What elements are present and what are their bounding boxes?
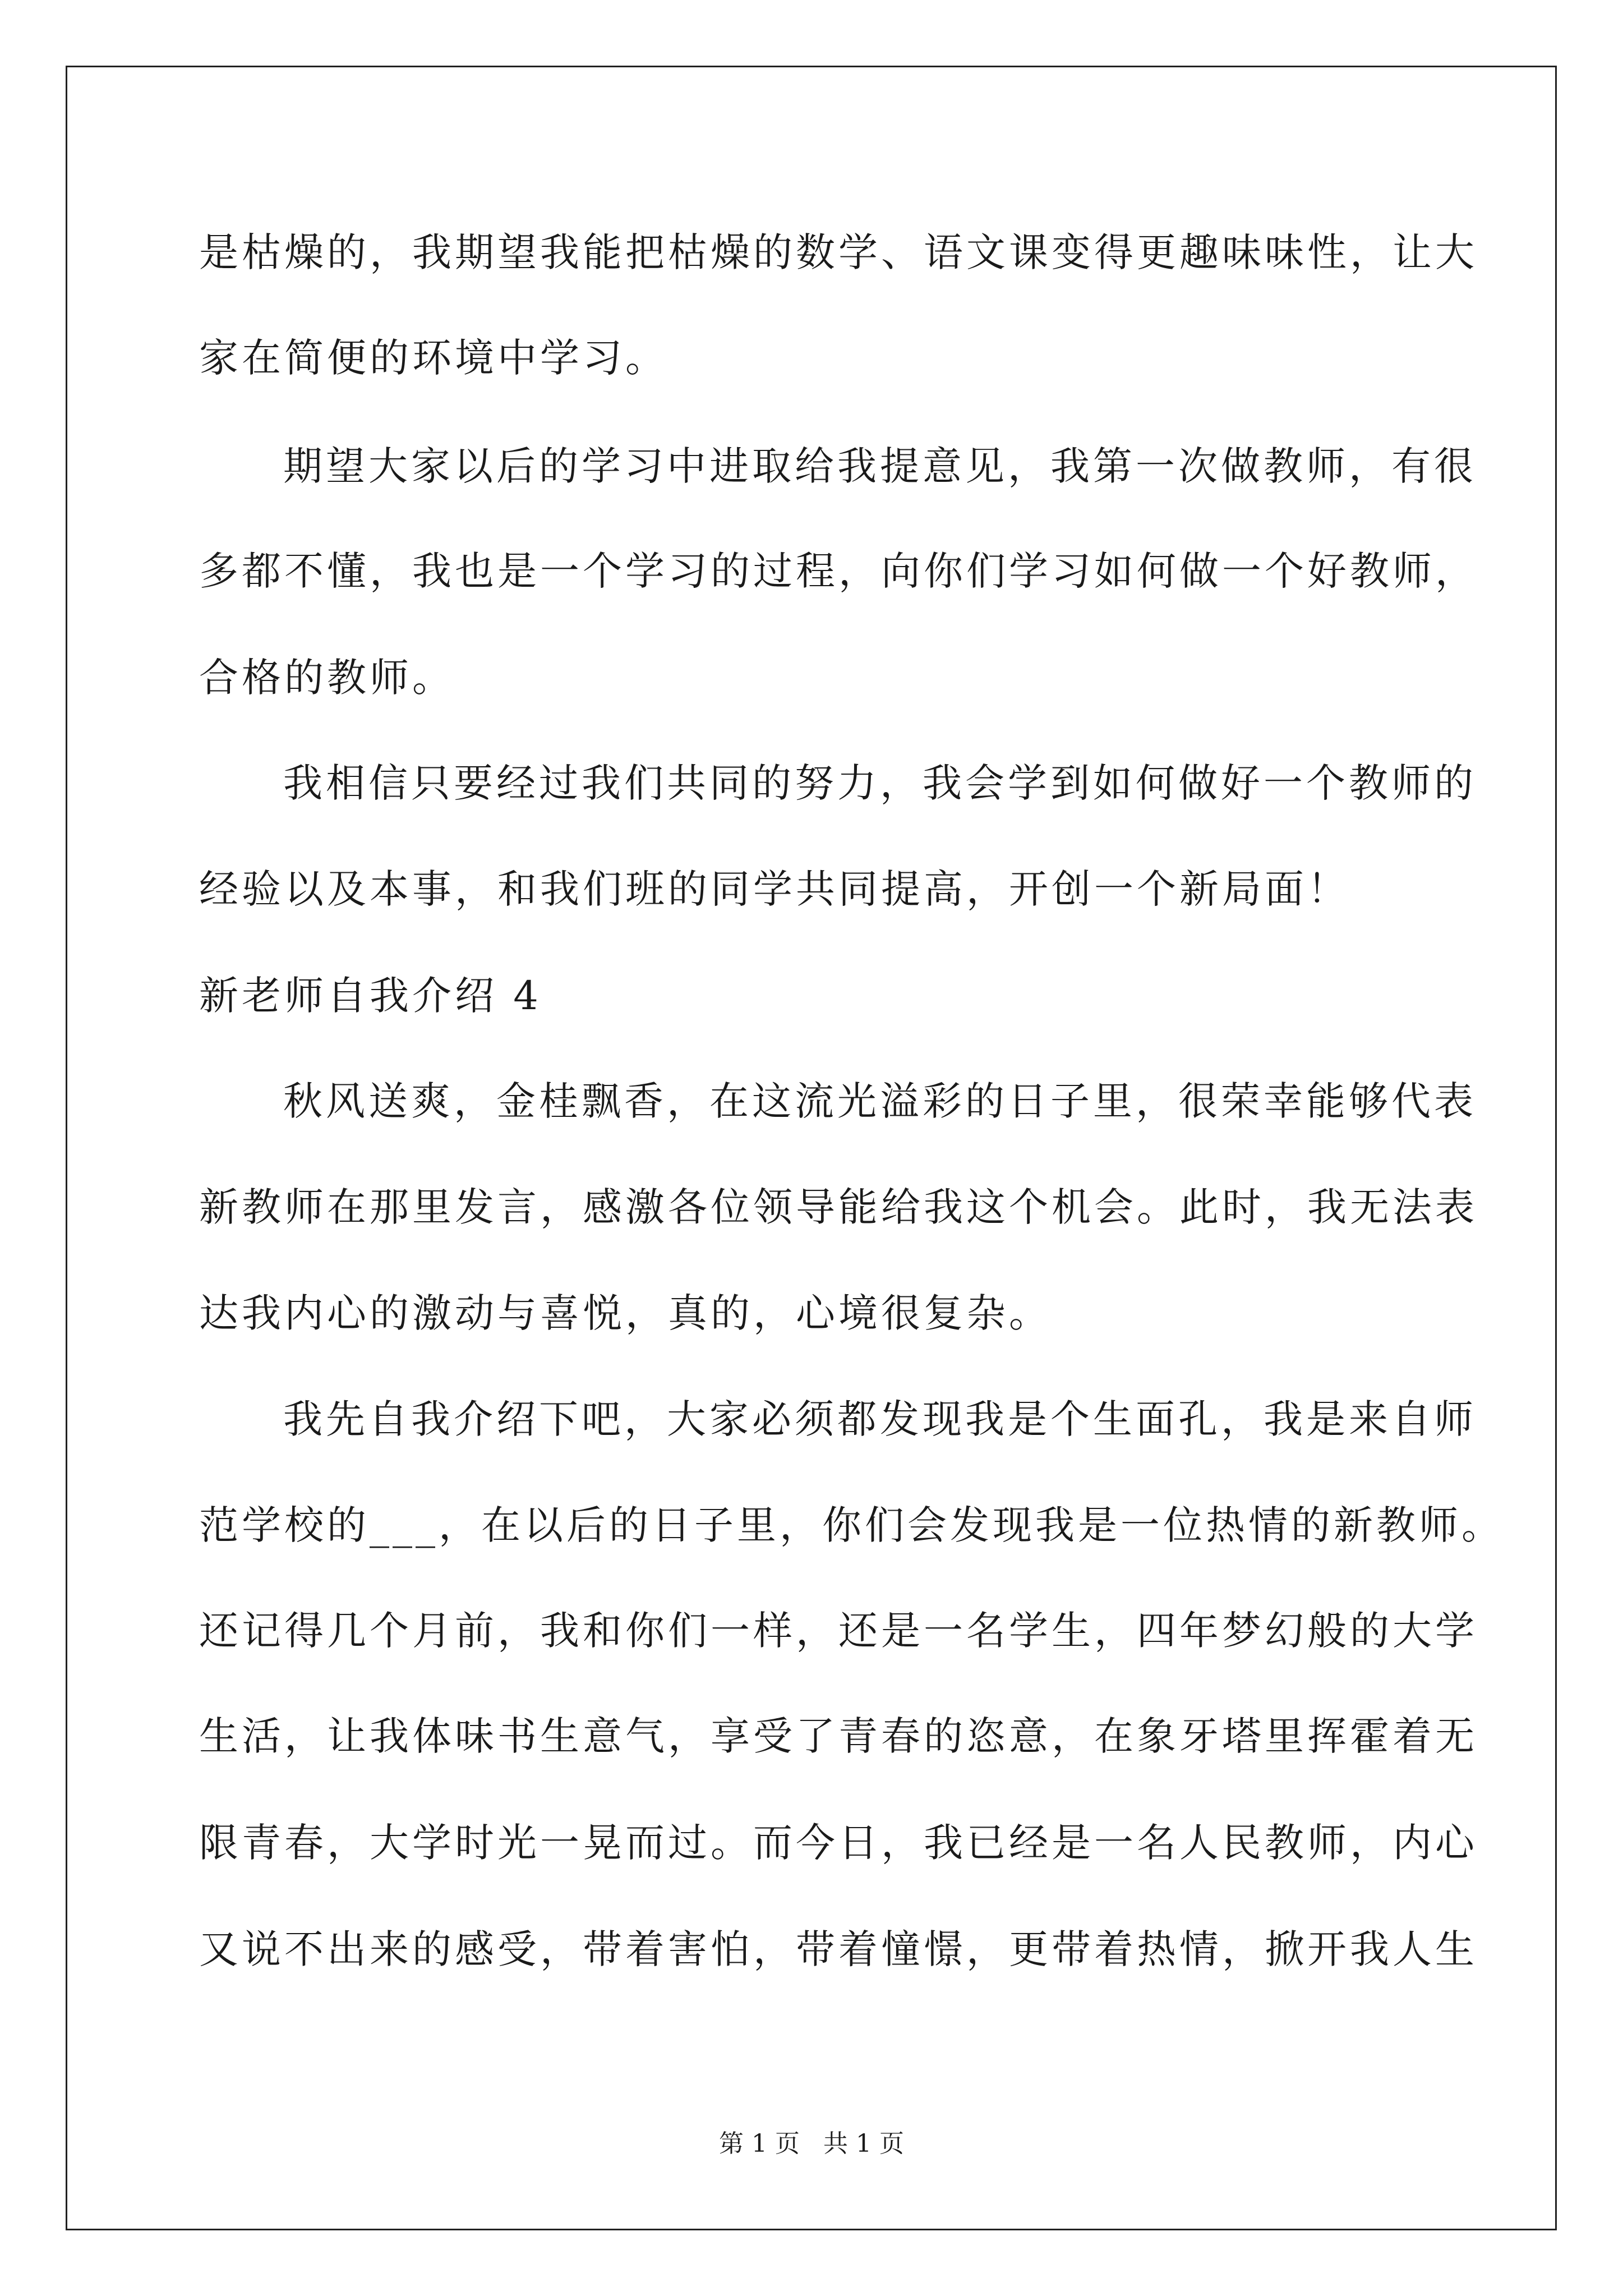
- text-line: 生活，让我体味书生意气，享受了青春的恣意，在象牙塔里挥霍着无: [199, 1713, 1478, 1759]
- text-line: 达我内心的激动与喜悦，真的，心境很复杂。: [199, 1290, 1052, 1336]
- text-line: 范学校的___，在以后的日子里，你们会发现我是一位热情的新教师。: [199, 1502, 1504, 1548]
- page-border: [66, 66, 1557, 2230]
- text-line: 合格的教师。: [199, 655, 455, 701]
- text-line: 我先自我介绍下吧，大家必须都发现我是个生面孔，我是来自师: [283, 1396, 1477, 1442]
- text-line: 家在简便的环境中学习。: [199, 335, 668, 381]
- section-heading: 新老师自我介绍 4: [199, 973, 542, 1019]
- text-line: 我相信只要经过我们共同的努力，我会学到如何做好一个教师的: [283, 760, 1477, 806]
- text-line: 限青春，大学时光一晃而过。而今日，我已经是一名人民教师，内心: [199, 1820, 1478, 1866]
- text-line: 新教师在那里发言，感激各位领导能给我这个机会。此时，我无法表: [199, 1184, 1478, 1230]
- text-line: 多都不懂，我也是一个学习的过程，向你们学习如何做一个好教师，: [199, 548, 1478, 594]
- text-line: 又说不出来的感受，带着害怕，带着憧憬，更带着热情，掀开我人生: [199, 1926, 1478, 1972]
- text-line: 秋风送爽，金桂飘香，在这流光溢彩的日子里，很荣幸能够代表: [283, 1078, 1477, 1124]
- page-footer: 第 1 页 共 1 页: [719, 2129, 904, 2158]
- text-line: 经验以及本事，和我们班的同学共同提高，开创一个新局面！: [199, 866, 1350, 912]
- text-line: 还记得几个月前，我和你们一样，还是一名学生，四年梦幻般的大学: [199, 1608, 1478, 1654]
- text-line: 期望大家以后的学习中进取给我提意见，我第一次做教师，有很: [283, 443, 1477, 489]
- text-line: 是枯燥的，我期望我能把枯燥的数学、语文课变得更趣味味性，让大: [199, 229, 1478, 275]
